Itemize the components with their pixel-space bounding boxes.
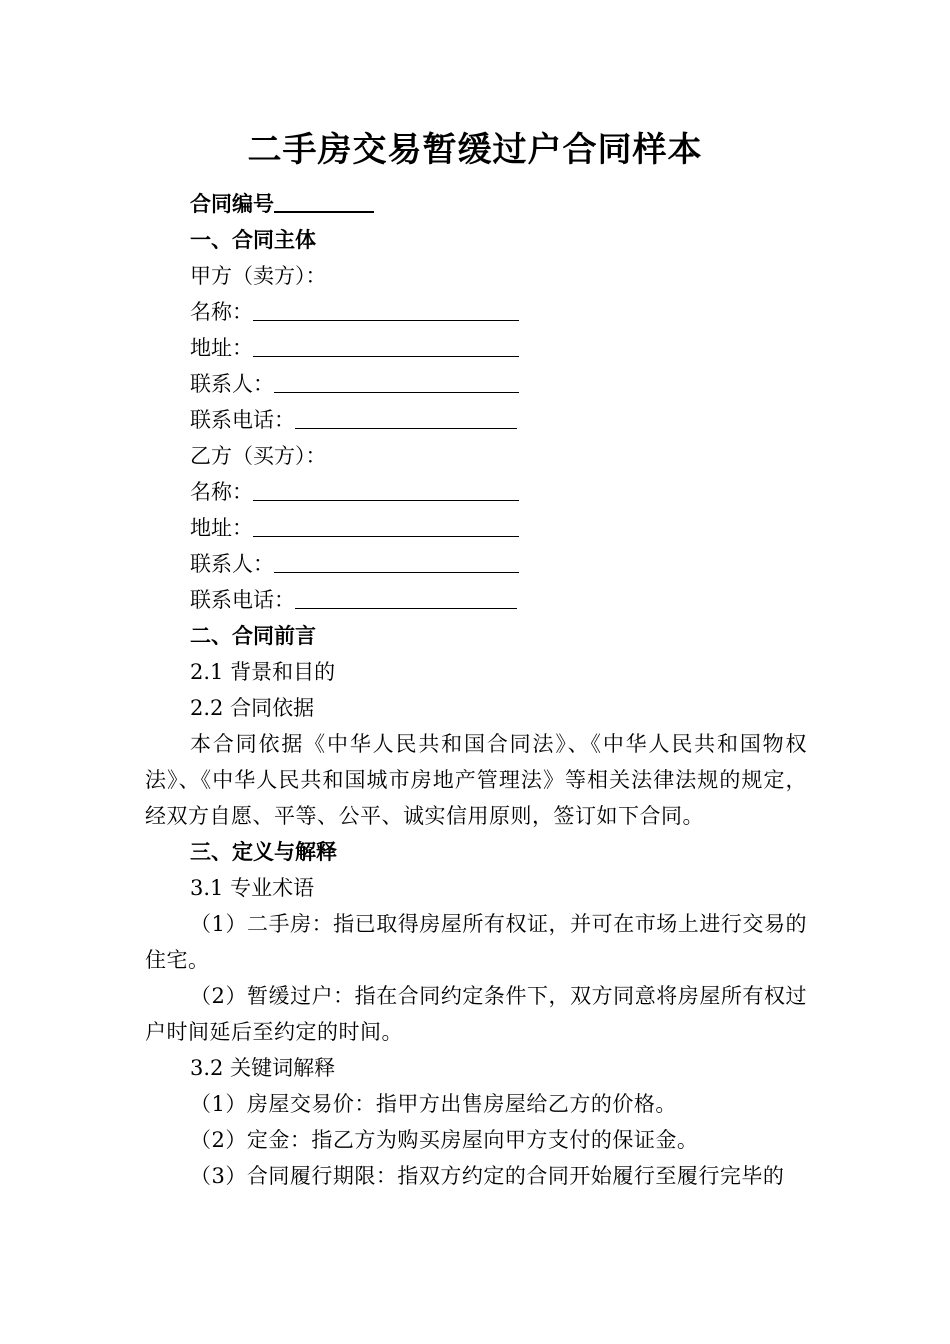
term-deferred-transfer: （2）暂缓过户：指在合同约定条件下，双方同意将房屋所有权过户时间延后至约定的时间。: [145, 984, 807, 1044]
party-a-phone-blank[interactable]: [295, 402, 517, 429]
party-a-address-label: 地址：: [190, 336, 253, 360]
party-b-address-blank[interactable]: [253, 510, 519, 537]
party-a-phone-label: 联系电话：: [190, 408, 295, 432]
keyword-deposit: （2）定金：指乙方为购买房屋向甲方支付的保证金。: [190, 1128, 699, 1152]
party-b-contact-label: 联系人：: [190, 552, 274, 576]
party-a-contact-blank[interactable]: [274, 366, 519, 393]
party-b-heading: 乙方（买方）：: [190, 444, 327, 468]
section2-heading: 二、合同前言: [190, 624, 316, 648]
party-b-address-label: 地址：: [190, 516, 253, 540]
party-a-address-row: [145, 330, 807, 366]
party-b-contact-blank[interactable]: [274, 546, 519, 573]
section3-sub-terms: 3.1 专业术语: [190, 876, 315, 900]
keyword-transaction-price: （1）房屋交易价：指甲方出售房屋给乙方的价格。: [190, 1092, 677, 1116]
party-a-address-blank[interactable]: [253, 330, 519, 357]
party-b-name-row: [145, 474, 807, 510]
party-b-phone-label: 联系电话：: [190, 588, 295, 612]
party-b-phone-blank[interactable]: [295, 582, 517, 609]
party-a-phone-row: [145, 402, 807, 438]
party-b-name-label: 名称：: [190, 480, 253, 504]
document-title: 二手房交易暂缓过户合同样本: [247, 130, 703, 170]
contract-number-row: [145, 186, 807, 222]
section3-sub-keywords: 3.2 关键词解释: [190, 1056, 336, 1080]
party-a-contact-label: 联系人：: [190, 372, 274, 396]
section2-item-background: 2.1 背景和目的: [190, 660, 336, 684]
contract-number-label: 合同编号: [190, 192, 274, 216]
party-b-address-row: [145, 510, 807, 546]
party-a-contact-row: [145, 366, 807, 402]
section3-heading: 三、定义与解释: [190, 840, 337, 864]
keyword-performance-period: （3）合同履行期限：指双方约定的合同开始履行至履行完毕的: [190, 1164, 785, 1188]
section1-heading: 一、合同主体: [190, 228, 316, 252]
contract-number-blank[interactable]: [274, 186, 374, 213]
party-b-phone-row: [145, 582, 807, 618]
party-a-heading: 甲方（卖方）：: [190, 264, 327, 288]
document-body: [145, 186, 807, 1194]
party-b-name-blank[interactable]: [253, 474, 519, 501]
party-a-name-row: [145, 294, 807, 330]
party-b-contact-row: [145, 546, 807, 582]
party-a-name-blank[interactable]: [253, 294, 519, 321]
section2-item-basis: 2.2 合同依据: [190, 696, 315, 720]
section2-basis-paragraph: 本合同依据《中华人民共和国合同法》、《中华人民共和国物权法》、《中华人民共和国城市房地产管理法》等相关法律法规的规定，经双方自愿、平等、公平、诚实信用原则，签订如下合同。: [145, 732, 807, 828]
party-a-name-label: 名称：: [190, 300, 253, 324]
term-second-hand-house: （1）二手房：指已取得房屋所有权证，并可在市场上进行交易的住宅。: [145, 912, 807, 972]
